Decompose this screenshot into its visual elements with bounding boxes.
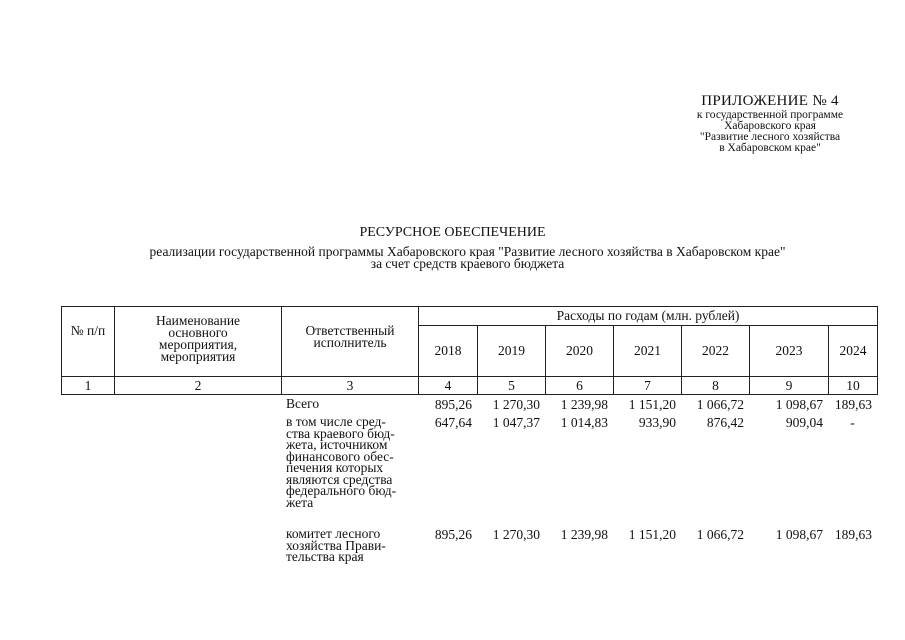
header-expenses: Расходы по годам (млн. рублей) (419, 307, 878, 326)
table-row (61, 416, 877, 528)
row-label: комитет лесного хозяйства Прави- тельства края (286, 526, 386, 564)
column-number: 7 (614, 377, 682, 395)
appendix-title: ПРИЛОЖЕНИЕ № 4 (701, 93, 839, 109)
row-label: в том числе сред- ства краевого бюд- жета, источником финансового обес- печения которых являются средства федерального бюд- жета (286, 414, 397, 510)
row-value: 895,26 (434, 397, 472, 412)
header-year: 2021 (614, 326, 682, 377)
row-value: 933,90 (638, 415, 676, 430)
row-value: 1 151,20 (628, 397, 676, 412)
header-num: № п/п (62, 307, 115, 377)
header-year: 2018 (419, 326, 478, 377)
row-value: 1 239,98 (560, 527, 608, 542)
document-subtitle (0, 246, 905, 270)
row-value: 1 047,37 (492, 415, 540, 430)
row-value: 647,64 (434, 415, 472, 430)
column-number: 6 (546, 377, 614, 395)
appendix-line: "Развитие лесного хозяйства (699, 131, 841, 143)
table-row (61, 398, 877, 416)
appendix-line: в Хабаровском крае" (719, 142, 821, 154)
row-value: 1 098,67 (775, 397, 823, 412)
header-year: 2019 (478, 326, 546, 377)
row-value: 1 270,30 (492, 527, 540, 542)
column-number: 5 (478, 377, 546, 395)
row-value: 1 066,72 (696, 527, 744, 542)
appendix-block (640, 93, 900, 154)
column-number: 10 (829, 377, 878, 395)
row-value: 1 066,72 (696, 397, 744, 412)
subtitle-line-1: реализации государственной программы Хабаровского края "Развитие лесного хозяйства в Хабаровском крае" (149, 244, 786, 259)
resource-table-body (61, 398, 877, 563)
row-value: 1 014,83 (560, 415, 608, 430)
header-name: Наименование основного мероприятия, мероприятия (115, 307, 282, 377)
header-year: 2024 (829, 326, 878, 377)
row-value: 1 239,98 (560, 397, 608, 412)
header-year: 2022 (682, 326, 750, 377)
document-title: РЕСУРСНОЕ ОБЕСПЕЧЕНИЕ (359, 225, 546, 240)
row-value: 909,04 (785, 415, 823, 430)
row-value: 189,63 (834, 527, 872, 542)
header-year: 2020 (546, 326, 614, 377)
row-value: 189,63 (834, 397, 872, 412)
column-number: 1 (62, 377, 115, 395)
appendix-line: к государственной программе (696, 109, 844, 121)
column-number: 8 (682, 377, 750, 395)
table-row (61, 528, 877, 563)
row-value: 876,42 (706, 415, 744, 430)
column-number: 2 (115, 377, 282, 395)
row-value: 1 098,67 (775, 527, 823, 542)
resource-table-header (61, 306, 878, 395)
column-number: 4 (419, 377, 478, 395)
row-value: 895,26 (434, 527, 472, 542)
column-number: 3 (282, 377, 419, 395)
row-value: 1 270,30 (492, 397, 540, 412)
header-executor: Ответственный исполнитель (282, 307, 419, 377)
subtitle-line-2: за счет средств краевого бюджета (370, 256, 565, 271)
column-number: 9 (750, 377, 829, 395)
row-value: 1 151,20 (628, 527, 676, 542)
row-value: - (850, 415, 855, 430)
appendix-line: Хабаровского края (724, 120, 816, 132)
header-year: 2023 (750, 326, 829, 377)
row-label: Всего (286, 396, 320, 411)
